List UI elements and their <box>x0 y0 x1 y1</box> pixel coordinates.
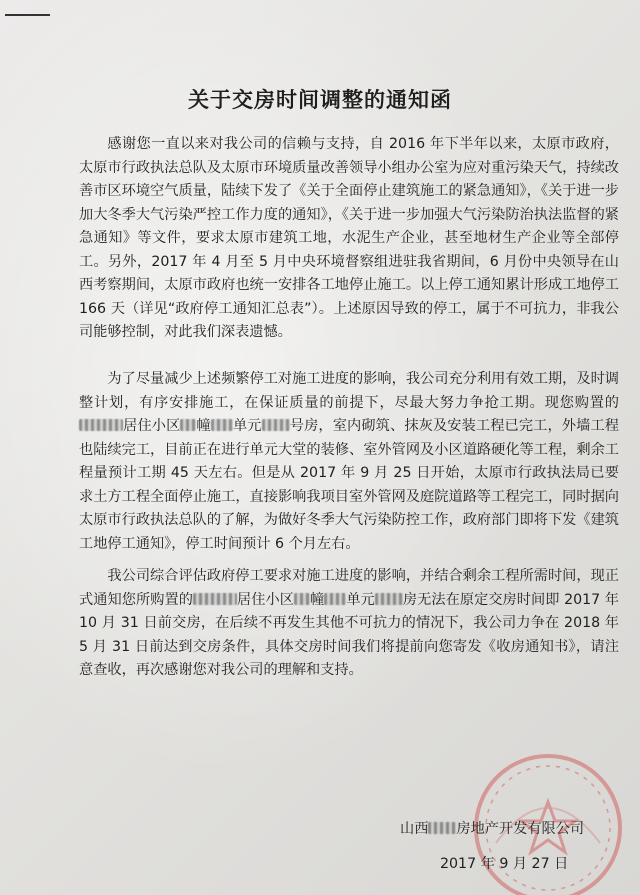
redacted-unit <box>211 419 233 431</box>
redacted-building <box>294 593 310 605</box>
signature-line <box>400 818 584 838</box>
paragraph-text-segment: 居住小区 <box>123 418 181 434</box>
paragraph-3 <box>79 565 619 683</box>
paragraph-text-segment: 号房，室内砌筑、抹灰及安装工程已完工，外墙工程也陆续完工，目前正在进行单元大堂的装修、室外管网及小区道路硬化等工程，剩余工程量预计工期 45 天左右。但是从 2017 年 9 月 25 日开始，太原市行政执法局已要求土方工程全面停止施工，直接影响我项目室外管网及庭院道路等工程完工，同时据向太原市行政执法总队的了解，为做好冬季大气污染防控工作，政府部门即将下发《建筑工地停工通知》，停工时间预计 6 个月左右。 <box>79 418 619 552</box>
paragraph-text-segment: 房无法在原定交房时间即 2017 年 10 月 31 日前交房，在后续不再发生其他不可抗力的情况下，我公司力争在 2018 年 5 月 31 日前达到交房条件，具体交房时间我们将提前向您寄发《收房通知书》，请注意查收，再次感谢您对我公司的理解和支持。 <box>79 591 619 678</box>
paragraph-text-segment: 幢 <box>309 591 325 608</box>
paragraph-text-segment: 我公司综合评估政府停工要求对施工进度的影响，并结合剩余工程所需时间，现正式通知您所购置的 <box>79 568 619 608</box>
redacted-name <box>79 419 123 431</box>
document-title: 关于交房时间调整的通知函 <box>188 88 452 112</box>
redacted-company-name <box>428 822 456 834</box>
redacted-room <box>262 419 290 431</box>
paragraph-text-segment: 感谢您一直以来对我公司的信赖与支持，自 2016 年下半年以来，太原市政府，太原市行政执法总队及太原市环境质量改善领导小组办公室为应对重污染天气，持续改善市区环境空气质量，陆续下发了《关于全面停止建筑施工的紧急通知》，《关于进一步加大冬季大气污染严控工作力度的通知》，《关于进一步加强大气污染防治执法监督的紧急通知》等文件，要求太原市建筑工地，水泥生产企业，甚至地材生产企业等全部停工。另外，2017 年 4 月至 5 月中央环境督察组进驻我省期间，6 月份中央领导在山西考察期间，太原市政府也统一安排各工地停止施工。以上停工通知累计形成工地停工 166 天（详见“政府停工通知汇总表”）。上述原因导致的停工，属于不可抗力，非我公司能够控制，对此我们深表遗憾。 <box>79 136 619 340</box>
redacted-room <box>375 593 403 605</box>
redacted-name <box>193 593 237 605</box>
redacted-building <box>180 419 196 431</box>
paragraph-text-segment: 单元 <box>346 591 375 608</box>
signature-suffix: 房地产开发有限公司 <box>456 821 585 837</box>
paragraph-text-segment: 为了尽量减少上述频繁停工对施工进度的影响，我公司充分利用有效工期，及时调整计划，有序安排施工，在保证质量的前提下，尽最大努力争抢工期。现您购置的 <box>79 371 619 411</box>
paragraph-text-segment: 单元 <box>232 418 262 434</box>
redacted-unit <box>324 593 346 605</box>
paragraph-text-segment: 居住小区 <box>236 591 294 608</box>
document-date: 2017 年 9 月 27 日 <box>440 856 569 872</box>
paragraph-2 <box>79 368 619 556</box>
paragraph-1 <box>79 133 619 345</box>
corner-mark <box>5 14 50 16</box>
paragraph-text-segment: 幢 <box>196 418 211 434</box>
signature-prefix: 山西 <box>400 821 429 837</box>
